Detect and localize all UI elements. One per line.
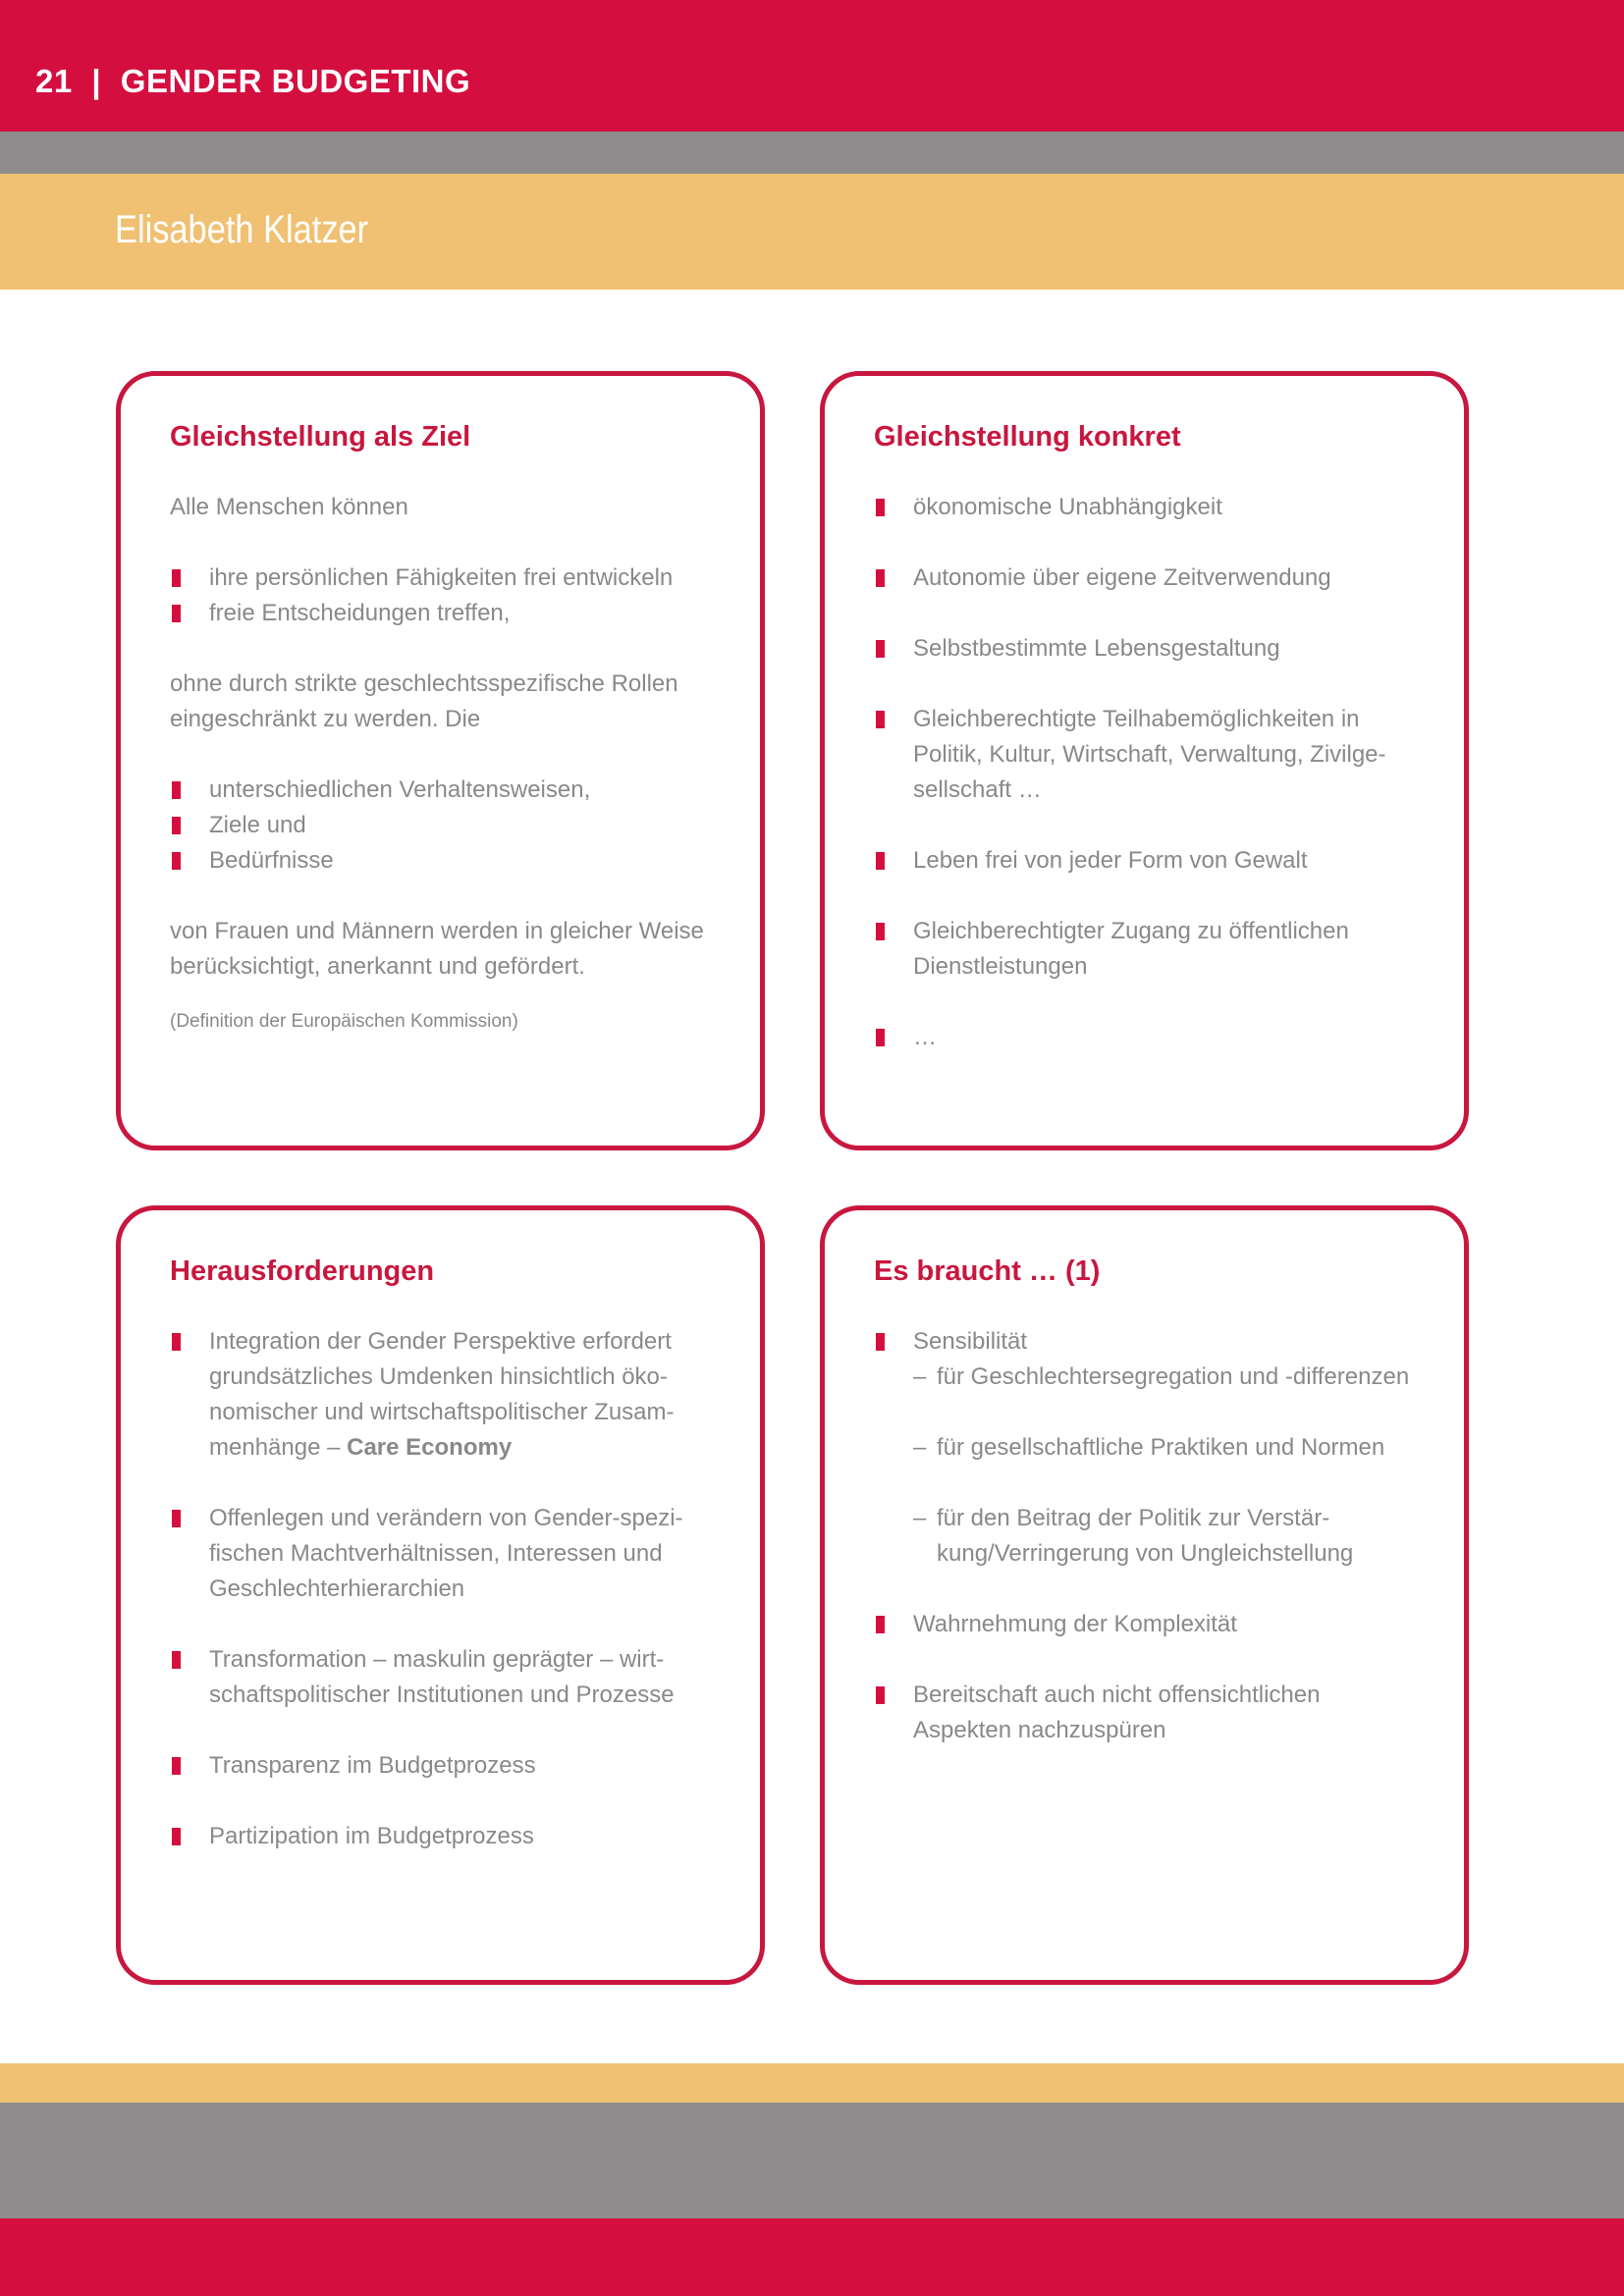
list-item: Gleichberechtigte Teilhabemöglichkeiten in Politik, Kultur, Wirtschaft, Verwaltung, Zivilgesellschaft … — [874, 702, 1415, 808]
bullet-marker-icon — [172, 1757, 181, 1775]
sub-list-item: – für gesellschaftliche Praktiken und Normen — [913, 1434, 1385, 1461]
list-item: freie Entscheidungen treffen, — [170, 596, 711, 631]
bullet-list — [874, 490, 1415, 1055]
bullet-marker-icon — [172, 1333, 181, 1351]
bullet-marker-icon — [172, 817, 181, 834]
list-item: Autonomie über eigene Zeitverwendung — [874, 561, 1415, 596]
section-title: GENDER BUDGETING — [120, 63, 471, 99]
bullet-marker-icon — [876, 1333, 885, 1351]
card-paragraph: von Frauen und Männern werden in gleicher Weise berücksichtigt, anerkannt und gefördert. — [170, 918, 704, 980]
list-item: Gleichberechtigter Zugang zu öffentlichen Dienstleistungen — [874, 914, 1415, 985]
list-item: Selbstbestimmte Lebensgestaltung — [874, 631, 1415, 667]
bullet-marker-icon — [876, 852, 885, 870]
running-header — [35, 63, 470, 100]
bullet-marker-icon — [172, 605, 181, 622]
sub-list — [913, 1360, 1415, 1572]
bullet-marker-icon — [876, 1029, 885, 1046]
list-item: Bereitschaft auch nicht offensichtlichen Aspekten nachzuspüren — [874, 1678, 1415, 1748]
bullet-marker-icon — [876, 499, 885, 516]
bullet-list — [170, 561, 711, 631]
care-economy-emphasis: Care Economy — [347, 1434, 513, 1461]
card-es-braucht — [820, 1205, 1469, 1985]
bullet-marker-icon — [172, 1828, 181, 1845]
source-note: (Definition der Europäischen Kommission) — [170, 1011, 518, 1032]
header-band-gray — [0, 132, 1624, 174]
footer-band-red — [0, 2218, 1624, 2296]
page-number: 21 — [35, 63, 73, 99]
list-item: Sensibilität – für Geschlechtersegregation und -differenzen – für gesellschaftliche Praktiken und Normen – für den Beitrag der Politik zur Verstärkung/Verringerung von Ungleichstellung — [874, 1324, 1415, 1572]
bullet-marker-icon — [876, 923, 885, 940]
bullet-marker-icon — [172, 781, 181, 799]
bullet-list — [874, 1324, 1415, 1748]
footer-band-yellow — [0, 2063, 1624, 2103]
footer-band-gray — [0, 2103, 1624, 2218]
card-title: Herausforderungen — [170, 1255, 435, 1287]
list-item: ihre persönlichen Fähigkeiten frei entwickeln — [170, 561, 711, 596]
card-title: Gleichstellung konkret — [874, 421, 1181, 453]
bullet-marker-icon — [876, 569, 885, 587]
list-item: Offenlegen und verändern von Gender-spezifischen Machtverhältnissen, Interessen und Geschlechterhierarchien — [170, 1501, 711, 1607]
bullet-marker-icon — [876, 640, 885, 658]
card-title: Gleichstellung als Ziel — [170, 421, 471, 453]
list-item: ökonomische Unabhängigkeit — [874, 490, 1415, 525]
list-item: Transformation – maskulin geprägter – wirtschaftspolitischer Institutionen und Prozesse — [170, 1642, 711, 1713]
bullet-marker-icon — [172, 1651, 181, 1669]
list-item: Leben frei von jeder Form von Gewalt — [874, 843, 1415, 879]
bullet-marker-icon — [172, 1510, 181, 1527]
bullet-marker-icon — [876, 1686, 885, 1704]
list-item: unterschiedlichen Verhaltensweisen, — [170, 773, 711, 808]
bullet-marker-icon — [876, 1616, 885, 1633]
author-name: Elisabeth Klatzer — [115, 208, 369, 251]
bullet-marker-icon — [172, 852, 181, 870]
header-separator: | — [91, 63, 102, 99]
sub-list-item: – für Geschlechtersegregation und -differenzen — [913, 1363, 1410, 1390]
bullet-list — [170, 1324, 711, 1854]
list-item: Wahrnehmung der Komplexität — [874, 1607, 1415, 1642]
bullet-marker-icon — [172, 569, 181, 587]
list-item: Ziele und — [170, 808, 711, 843]
card-herausforderungen — [116, 1205, 765, 1985]
card-gleichstellung-als-ziel — [116, 371, 765, 1150]
card-intro: Alle Menschen können — [170, 494, 408, 520]
card-paragraph: ohne durch strikte geschlechtsspezifische Rollen eingeschränkt zu werden. Die — [170, 670, 678, 732]
list-item: Bedürfnisse — [170, 843, 711, 879]
card-gleichstellung-konkret — [820, 371, 1469, 1150]
list-item: Partizipation im Budgetprozess — [170, 1819, 711, 1854]
list-item: Transparenz im Budgetprozess — [170, 1748, 711, 1784]
list-item: Integration der Gender Perspektive erfordert grundsätzliches Umdenken hinsichtlich ökonomischer und wirtschaftspolitischer Zusammenhänge – Care Economy — [170, 1324, 711, 1466]
list-item: … — [874, 1020, 1415, 1055]
sub-list-item: – für den Beitrag der Politik zur Verstärkung/Verringerung von Ungleichstellung — [913, 1505, 1354, 1567]
bullet-marker-icon — [876, 711, 885, 728]
bullet-list — [170, 773, 711, 879]
card-title: Es braucht … (1) — [874, 1255, 1101, 1287]
